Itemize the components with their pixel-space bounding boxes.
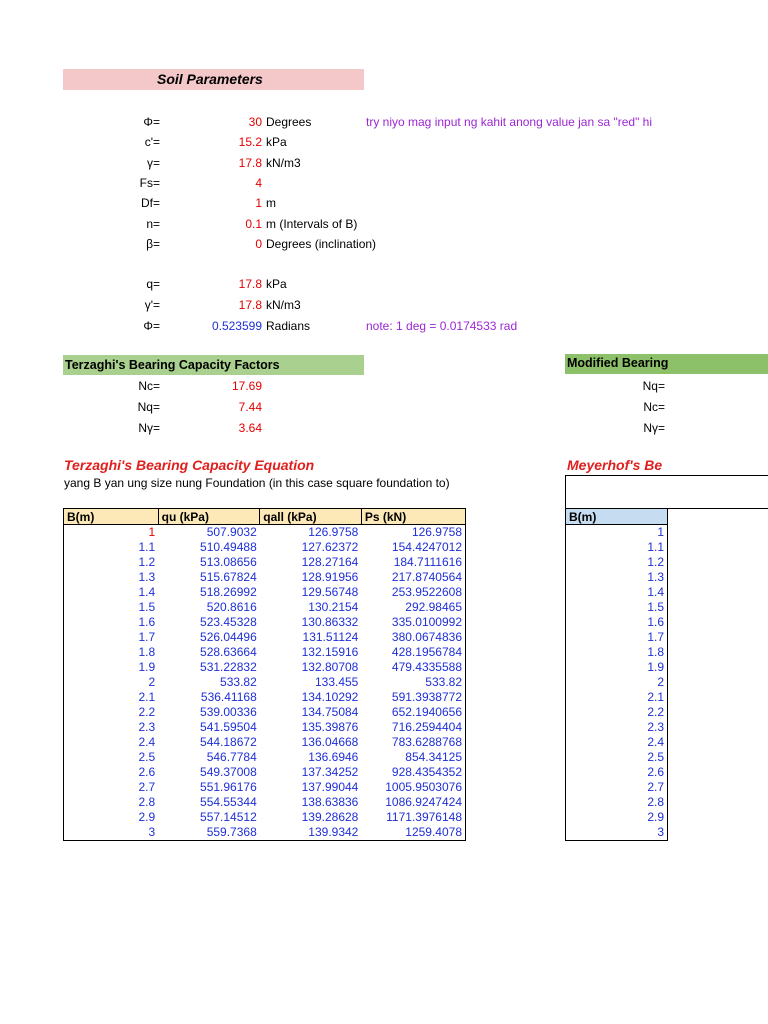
table-cell: 2.6 [647, 765, 664, 779]
table-cell: 130.86332 [301, 615, 359, 629]
table-cell: 539.00336 [200, 705, 257, 719]
table-cell: 652.1940656 [391, 705, 462, 719]
table-cell: 133.455 [314, 675, 359, 689]
table-row [566, 750, 668, 765]
table-row [566, 585, 668, 600]
table-cell: 854.34125 [405, 750, 462, 764]
param-label: n= [146, 216, 160, 231]
terzaghi-results-table [63, 508, 466, 841]
table-row [64, 600, 466, 615]
table-row [566, 525, 668, 541]
param-value: 0 [255, 236, 262, 251]
table-cell: 1.1 [647, 540, 664, 554]
table-cell: 127.62372 [301, 540, 359, 554]
input-hint-note: try niyo mag input ng kahit anong value jan sa "red" hi [366, 115, 653, 129]
table-cell: 1.5 [138, 600, 156, 614]
table-cell: 536.41168 [200, 690, 257, 704]
table-cell: 136.04668 [301, 735, 359, 749]
table-cell: 1.3 [138, 570, 156, 584]
meyerhof-equation-title: Meyerhof's Be [567, 457, 663, 473]
column-header: qu (kPa) [158, 509, 260, 525]
derived-value: 17.8 [238, 277, 262, 291]
param-unit: Degrees (inclination) [266, 236, 377, 251]
table-row [64, 585, 466, 600]
table-row [64, 780, 466, 795]
terzaghi-equation-title: Terzaghi's Bearing Capacity Equation [64, 457, 315, 473]
table-cell: 2.9 [138, 810, 156, 824]
table-row [566, 645, 668, 660]
derived-value: 0.523599 [211, 319, 262, 333]
table-cell: 154.4247012 [391, 540, 462, 554]
table-cell: 135.39876 [301, 720, 359, 734]
param-value: 17.8 [238, 155, 262, 170]
column-header: qall (kPa) [260, 509, 362, 525]
table-cell: 1.9 [647, 660, 664, 674]
param-unit: m [266, 196, 276, 211]
table-cell: 2.8 [138, 795, 156, 809]
derived-label: q= [146, 277, 160, 291]
table-row [566, 675, 668, 690]
table-row [566, 795, 668, 810]
table-cell: 518.26992 [200, 585, 257, 599]
table-cell: 559.7368 [206, 825, 257, 839]
table-cell: 1.2 [647, 555, 664, 569]
modified-factor-label: Nγ= [643, 421, 665, 435]
table-cell: 2.3 [647, 720, 664, 734]
table-cell: 184.7111616 [393, 555, 462, 569]
table-row [566, 825, 668, 841]
table-cell: 2.8 [647, 795, 664, 809]
table-cell: 128.91956 [301, 570, 359, 584]
table-cell: 2.3 [138, 720, 156, 734]
table-cell: 520.8616 [206, 600, 257, 614]
table-row [64, 645, 466, 660]
table-cell: 515.67824 [200, 570, 257, 584]
param-label: c'= [144, 135, 160, 150]
table-cell: 335.0100992 [391, 615, 462, 629]
table-cell: 292.98465 [405, 600, 462, 614]
table-row [64, 675, 466, 690]
param-value: 15.2 [238, 135, 262, 150]
table-row [566, 780, 668, 795]
table-cell: 526.04496 [200, 630, 257, 644]
table-cell: 1.3 [647, 570, 664, 584]
param-value: 30 [248, 115, 262, 129]
meyerhof-results-table [565, 508, 668, 841]
table-row [64, 615, 466, 630]
table-cell: 928.4354352 [391, 765, 462, 779]
table-row [64, 825, 466, 841]
table-cell: 134.75084 [301, 705, 359, 719]
radian-conversion-note: note: 1 deg = 0.0174533 rad [366, 319, 518, 333]
soil-parameters-title: Soil Parameters [157, 71, 263, 87]
table-cell: 549.37008 [200, 765, 257, 779]
table-row [566, 555, 668, 570]
table-cell: 136.6946 [308, 750, 359, 764]
table-row [566, 630, 668, 645]
param-value: 1 [255, 196, 262, 211]
table-cell: 510.49488 [200, 540, 257, 554]
table-cell: 544.18672 [200, 735, 257, 749]
table-cell: 2.6 [138, 765, 156, 779]
table-cell: 513.08656 [200, 555, 257, 569]
table-cell: 1.1 [138, 540, 156, 554]
table-cell: 554.55344 [200, 795, 257, 809]
terzaghi-factors-title: Terzaghi's Bearing Capacity Factors [65, 358, 280, 372]
modified-factor-label: Nc= [643, 400, 665, 414]
param-label: Fs= [139, 175, 160, 190]
table-row [566, 720, 668, 735]
derived-label: Φ= [143, 319, 160, 333]
param-label: β= [146, 236, 160, 251]
table-row [566, 705, 668, 720]
factor-value: 17.69 [231, 379, 262, 393]
table-row [64, 555, 466, 570]
table-cell: 591.3938772 [391, 690, 462, 704]
table-row [566, 540, 668, 555]
table-row [64, 720, 466, 735]
column-header: Ps (kN) [361, 509, 465, 525]
param-value: 4 [255, 175, 262, 190]
column-header: B(m) [64, 509, 159, 525]
table-cell: 134.10292 [301, 690, 359, 704]
table-cell: 137.34252 [301, 765, 359, 779]
table-row [64, 690, 466, 705]
table-row [64, 705, 466, 720]
table-cell: 716.2594404 [391, 720, 462, 734]
table-cell: 1 [148, 525, 156, 539]
table-cell: 523.45328 [200, 615, 257, 629]
param-value: 0.1 [245, 216, 262, 231]
table-cell: 131.51124 [302, 630, 359, 644]
table-cell: 2.1 [138, 690, 156, 704]
table-cell: 1.9 [138, 660, 156, 674]
table-cell: 783.6288768 [391, 735, 462, 749]
table-cell: 2.7 [647, 780, 664, 794]
table-cell: 1.8 [138, 645, 156, 659]
table-cell: 126.9758 [411, 525, 462, 539]
table-cell: 1.4 [647, 585, 664, 599]
factor-label: Nc= [138, 379, 160, 393]
table-cell: 132.80708 [301, 660, 359, 674]
table-cell: 1.5 [647, 600, 664, 614]
table-row [566, 660, 668, 675]
table-cell: 2.5 [138, 750, 156, 764]
table-cell: 533.82 [220, 675, 257, 689]
table-cell: 546.7784 [206, 750, 257, 764]
table-cell: 253.9522608 [391, 585, 462, 599]
modified-factor-label: Nq= [642, 379, 665, 393]
table-cell: 479.4335588 [391, 660, 462, 674]
param-unit: Degrees [266, 115, 312, 129]
derived-unit: Radians [266, 319, 311, 333]
table-row [566, 615, 668, 630]
table-row [64, 735, 466, 750]
param-label: Df= [140, 196, 160, 211]
table-row [566, 600, 668, 615]
table-row [64, 750, 466, 765]
table-cell: 139.28628 [301, 810, 359, 824]
table-cell: 2.2 [647, 705, 664, 719]
table-cell: 1.2 [138, 555, 156, 569]
table-cell: 1086.9247424 [385, 795, 462, 809]
table-cell: 2 [148, 675, 156, 689]
table-cell: 1005.9503076 [385, 780, 462, 794]
table-cell: 557.14512 [200, 810, 257, 824]
factor-label: Nq= [137, 400, 160, 414]
table-cell: 1.6 [647, 615, 664, 629]
table-row [566, 735, 668, 750]
table-cell: 2.5 [647, 750, 664, 764]
derived-unit: kN/m3 [266, 298, 301, 312]
table-cell: 507.9032 [206, 525, 257, 539]
table-row [64, 660, 466, 675]
param-label: γ= [146, 155, 160, 170]
table-cell: 1.7 [647, 630, 664, 644]
table-row [64, 765, 466, 780]
derived-label: γ'= [144, 298, 160, 312]
modified-factors-title: Modified Bearing [567, 356, 669, 370]
table-row [64, 795, 466, 810]
table-row [566, 690, 668, 705]
table-cell: 128.27164 [301, 555, 359, 569]
param-label: Φ= [143, 115, 160, 129]
table-cell: 217.8740564 [391, 570, 462, 584]
table-cell: 2.1 [647, 690, 664, 704]
table-cell: 2.7 [138, 780, 156, 794]
table-cell: 380.0674836 [391, 630, 462, 644]
table-cell: 428.1956784 [391, 645, 462, 659]
param-unit: kPa [266, 135, 287, 150]
table-row [64, 540, 466, 555]
table-cell: 541.59504 [200, 720, 257, 734]
table-cell: 551.96176 [200, 780, 257, 794]
table-cell: 2.2 [138, 705, 156, 719]
factor-value: 7.44 [238, 400, 262, 414]
param-unit: m (Intervals of B) [266, 216, 358, 231]
table-cell: 531.22832 [200, 660, 257, 674]
derived-value: 17.8 [238, 298, 262, 312]
table-cell: 2.4 [138, 735, 156, 749]
table-row [64, 570, 466, 585]
table-cell: 1.4 [138, 585, 156, 599]
table-cell: 3 [148, 825, 156, 839]
table-row [566, 765, 668, 780]
table-cell: 132.15916 [301, 645, 359, 659]
meyerhof-col-b: B(m) [566, 509, 668, 525]
table-row [64, 810, 466, 825]
terzaghi-equation-subtitle: yang B yan ung size nung Foundation (in this case square foundation to) [64, 476, 450, 490]
table-cell: 137.99044 [301, 780, 359, 794]
table-cell: 126.9758 [308, 525, 359, 539]
table-cell: 1171.3976148 [386, 810, 462, 824]
table-cell: 1.6 [138, 615, 156, 629]
table-cell: 528.63664 [200, 645, 257, 659]
table-cell: 533.82 [425, 675, 462, 689]
table-cell: 3 [657, 825, 664, 839]
meyerhof-blank-box [565, 475, 768, 509]
table-cell: 130.2154 [308, 600, 359, 614]
table-row [566, 570, 668, 585]
table-row [64, 525, 466, 541]
table-row [64, 630, 466, 645]
table-cell: 139.9342 [308, 825, 359, 839]
table-cell: 1.7 [138, 630, 156, 644]
table-row [566, 810, 668, 825]
table-cell: 1.8 [647, 645, 664, 659]
factor-value: 3.64 [238, 421, 262, 435]
param-unit: kN/m3 [266, 155, 301, 170]
table-cell: 138.63836 [301, 795, 359, 809]
derived-unit: kPa [266, 277, 287, 291]
table-cell: 2.4 [647, 735, 664, 749]
table-cell: 1 [657, 525, 664, 539]
table-cell: 2 [657, 675, 664, 689]
table-cell: 129.56748 [301, 585, 359, 599]
table-cell: 1259.4078 [405, 825, 462, 839]
table-cell: 2.9 [647, 810, 664, 824]
factor-label: Nγ= [138, 421, 160, 435]
